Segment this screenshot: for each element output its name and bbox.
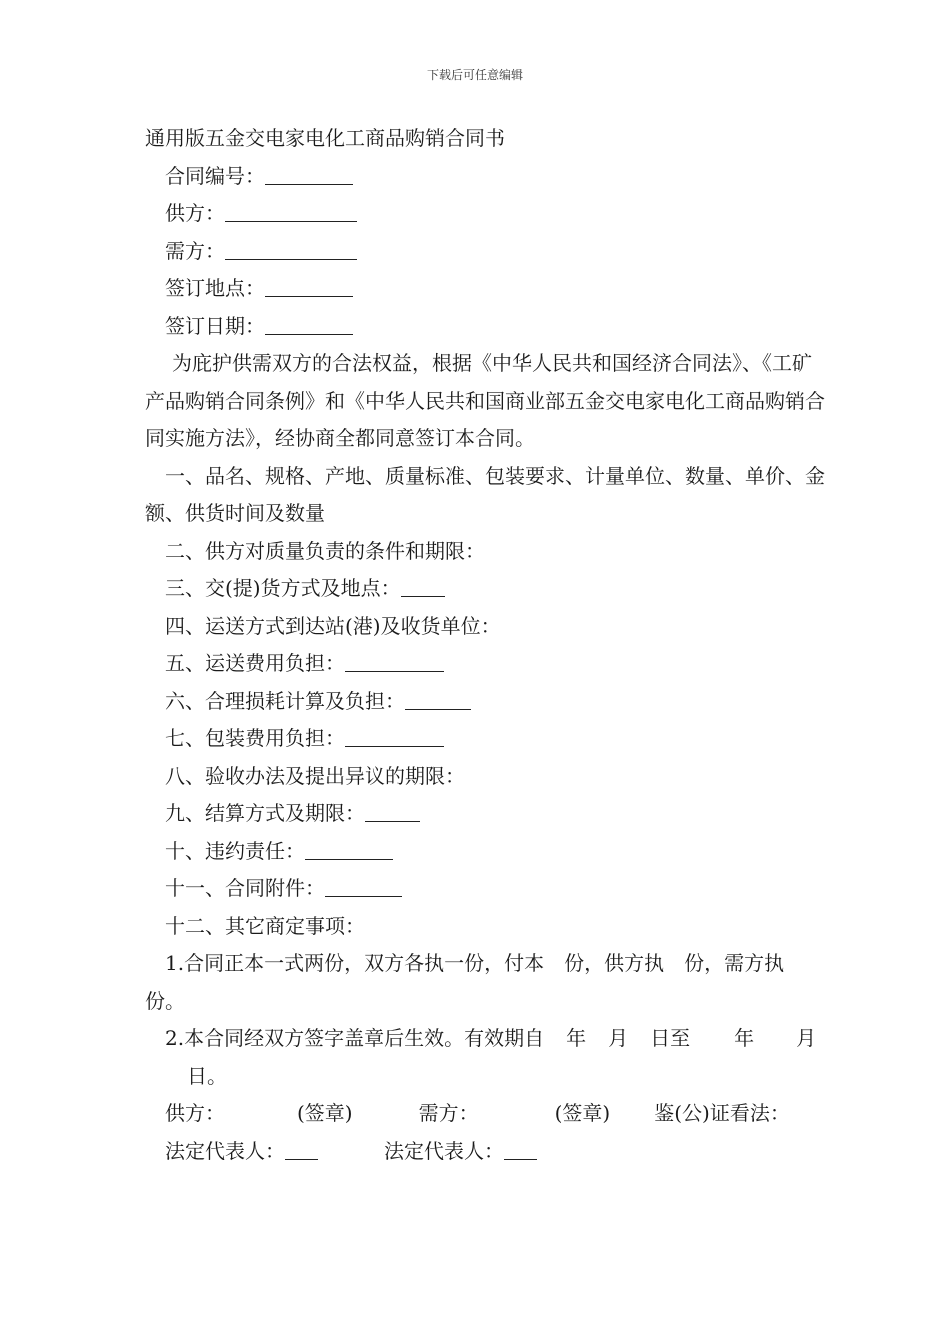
blank-line [265,312,353,335]
document-title: 通用版五金交电家电化工商品购销合同书 [145,126,505,150]
contract-body [145,120,825,1170]
field-label: 需方： [165,238,225,263]
clause-5 [145,645,825,683]
blank-line [325,874,402,897]
provision-1 [145,945,825,1020]
blank-line [225,237,357,260]
field-contract-no [145,158,825,196]
clause-text: 六、合理损耗计算及负担： [165,688,405,713]
field-buyer [145,233,825,271]
clause-3 [145,570,825,608]
clause-text: 三、交(提)货方式及地点： [165,576,401,600]
sign-seal-label: (签章) [297,1101,353,1125]
clause-11 [145,870,825,908]
field-label: 合同编号： [165,163,265,188]
provision-text: 份。 [145,988,185,1013]
provision-text: 2.本合同经双方签字盖章后生效。有效期自 [165,1026,545,1050]
clause-10 [145,833,825,871]
clause-1: 一、品名、规格、产地、质量标准、包装要求、计量单位、数量、单价、金额、供货时间及数量 [145,463,825,525]
blank-line [305,837,393,860]
intro-paragraph: 为庇护供需双方的合法权益，根据《中华人民共和国经济合同法》、《工矿产品购销合同条例》和《中华人民共和国商业部五金交电家电化工商品购销合同实施方法》，经协商全都同意签订本合同。 [145,351,825,450]
provision-2 [145,1020,825,1095]
blank-line [225,199,357,222]
clause-7 [145,720,825,758]
field-label: 签订地点： [165,276,265,300]
provision-text: 年 [566,1026,587,1050]
clause-text: 九、结算方式及期限： [165,801,365,825]
clause-8: 八、验收办法及提出异议的期限： [165,763,465,788]
blank-line [345,649,444,672]
sign-notary-label: 鉴(公)证看法： [654,1101,790,1125]
provision-text: 月 [796,1026,817,1050]
clause-text: 十一、合同附件： [165,876,325,900]
field-place [145,270,825,308]
provision-text: 日至 [650,1026,691,1050]
provision-text: 1.合同正本一式两份，双方各执一份，付本 [165,951,545,975]
clause-4: 四、运送方式到达站(港)及收货单位： [165,613,501,638]
clause-6 [145,683,825,721]
blank-line [405,687,471,710]
field-label: 签订日期： [165,313,265,338]
field-supplier [145,195,825,233]
representative-row [145,1133,825,1171]
blank-line [265,274,353,297]
clause-text: 十、违约责任： [165,838,305,863]
clause-2: 二、供方对质量负责的条件和期限： [165,538,485,563]
blank-line [504,1137,537,1160]
sign-buyer-label: 需方： [418,1101,479,1125]
sign-seal-label: (签章) [554,1101,611,1125]
provision-text: 日。 [187,1063,227,1088]
field-date [145,308,825,346]
signature-row [145,1095,825,1133]
blank-line [365,799,420,822]
clause-9 [145,795,825,833]
provision-text: 月 [608,1026,629,1050]
blank-line [265,162,353,185]
clause-text: 五、运送费用负担： [165,651,345,675]
provision-text: 份，需方执 [684,951,785,975]
blank-line [285,1137,318,1160]
field-label: 供方： [165,201,225,225]
clause-12: 十二、其它商定事项： [165,913,365,938]
sign-supplier-label: 供方： [165,1101,225,1125]
blank-line [401,574,445,597]
rep-label: 法定代表人： [165,1138,285,1163]
page-header-note: 下载后可任意编辑 [426,68,523,82]
rep-label: 法定代表人： [384,1138,504,1163]
provision-text: 份，供方执 [564,951,665,975]
provision-text: 年 [734,1026,755,1050]
blank-line [345,724,444,747]
clause-text: 七、包装费用负担： [165,726,345,750]
